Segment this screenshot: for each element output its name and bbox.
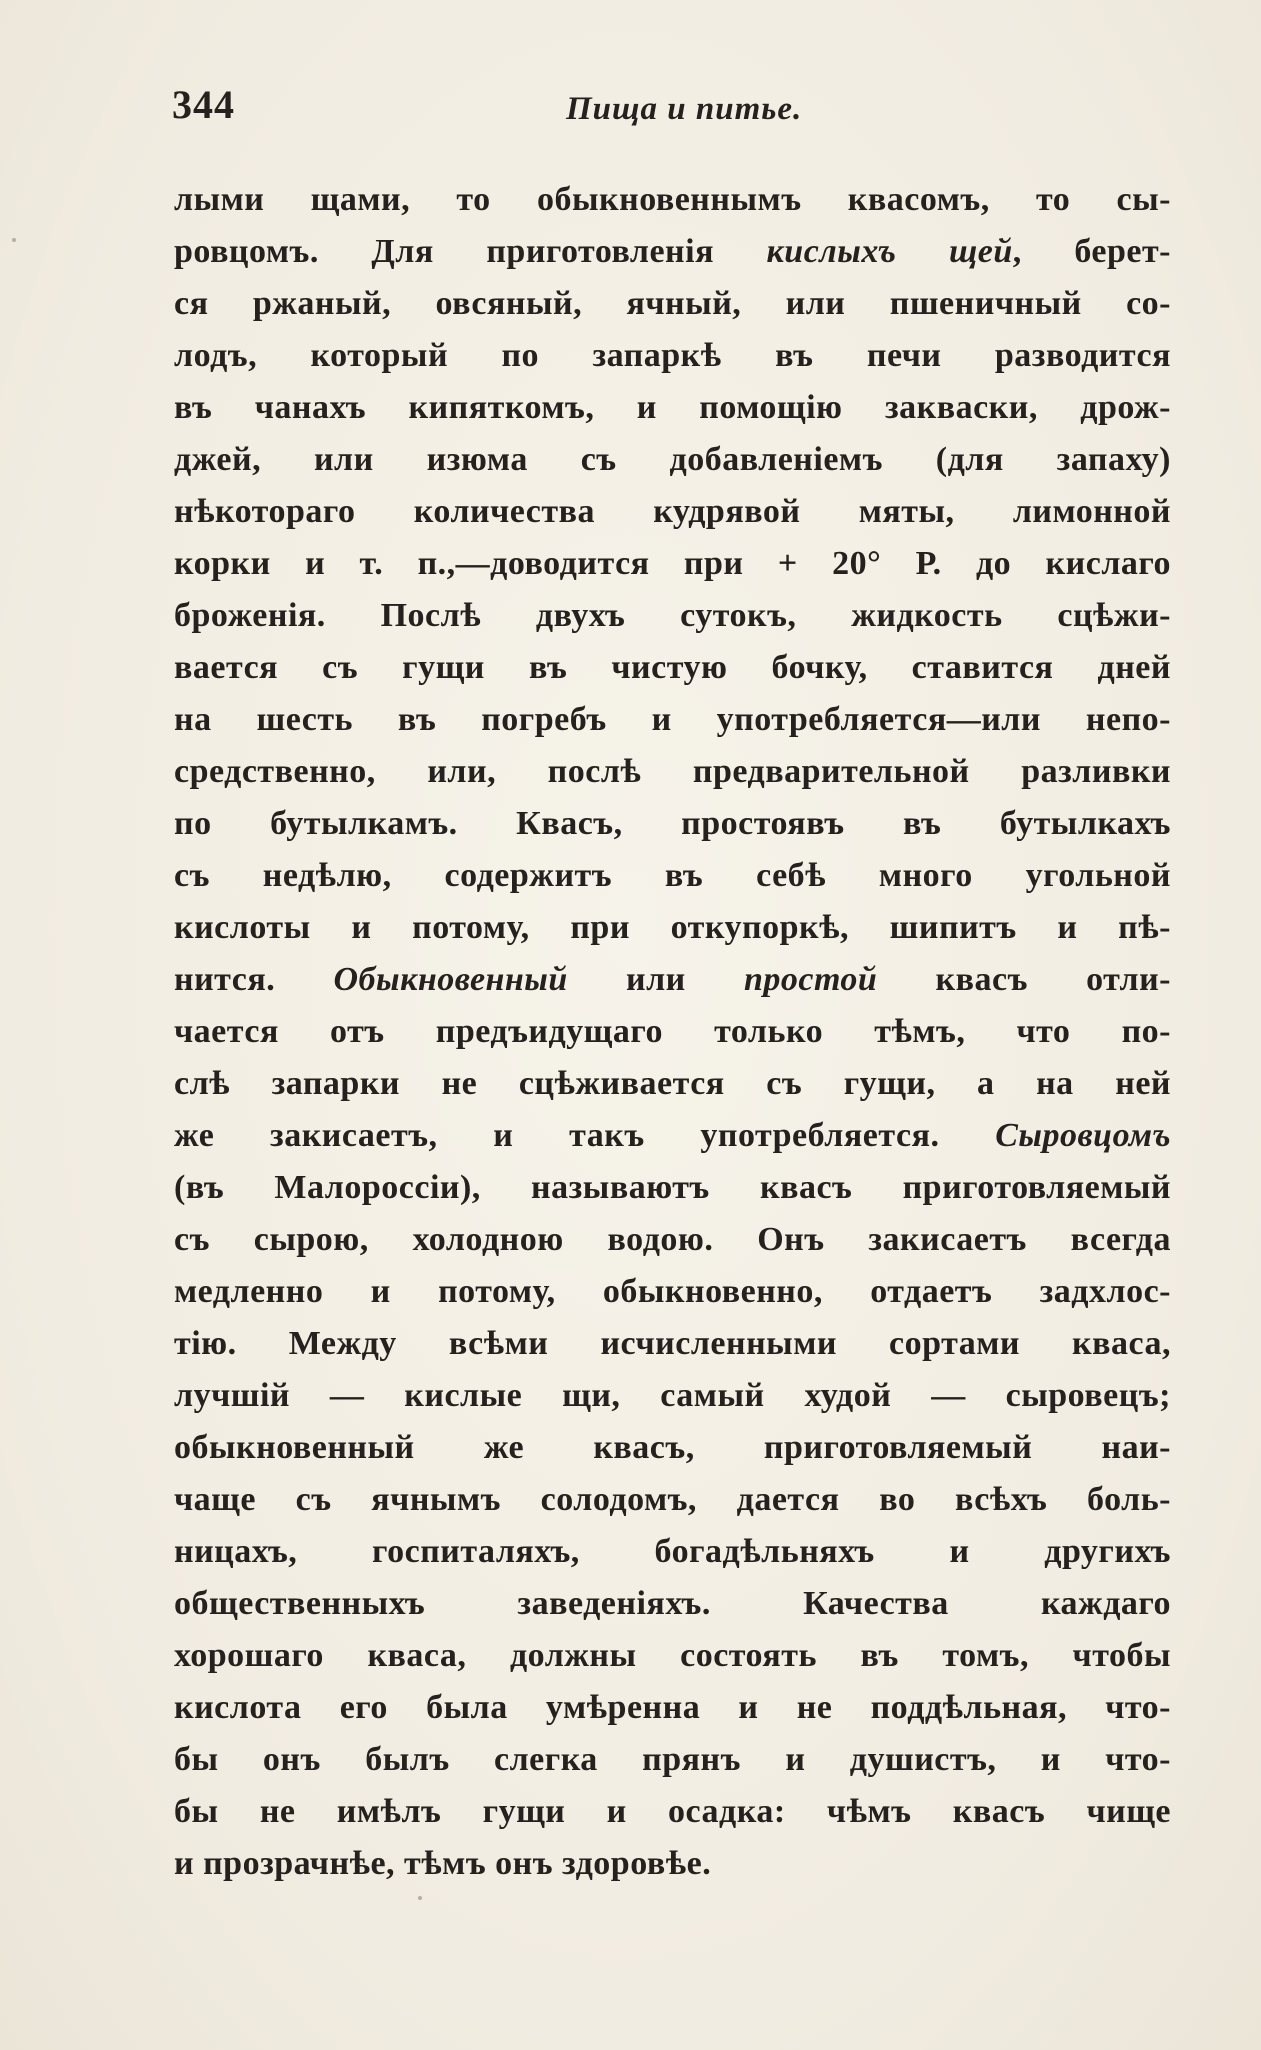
- text-segment: медленно и потому, обыкновенно, отдаетъ задхлос-: [174, 1273, 1171, 1310]
- text-line: [174, 434, 1171, 486]
- text-line: [174, 1214, 1171, 1266]
- text-segment: (въ Малороссіи), называютъ квасъ приготовляемый: [174, 1169, 1171, 1206]
- text-segment: обыкновенный же квасъ, приготовляемый наи-: [174, 1429, 1171, 1466]
- text-line: [174, 1630, 1171, 1682]
- text-segment: нится.: [174, 961, 334, 998]
- text-line: [174, 850, 1171, 902]
- text-segment: и прозрачнѣе, тѣмъ онъ здоровѣе.: [174, 1845, 712, 1882]
- text-line: [174, 382, 1171, 434]
- italic-text-segment: Обыкновенный: [333, 961, 568, 998]
- text-line: [174, 1162, 1171, 1214]
- text-segment: лодъ, который по запаркѣ въ печи разводится: [174, 337, 1171, 374]
- text-segment: же закисаетъ, и такъ употребляется.: [174, 1117, 996, 1154]
- text-segment: броженія. Послѣ двухъ сутокъ, жидкость сцѣжи-: [174, 597, 1171, 634]
- text-segment: въ чанахъ кипяткомъ, и помощію закваски, дрож-: [174, 389, 1171, 426]
- text-segment: квасъ отли-: [877, 961, 1171, 998]
- text-line: [174, 486, 1171, 538]
- text-segment: хорошаго кваса, должны состоять въ томъ, чтобы: [174, 1637, 1171, 1674]
- text-segment: ровцомъ. Для приготовленія: [174, 233, 767, 270]
- text-line: [174, 1838, 1171, 1890]
- text-segment: чается отъ предъидущаго только тѣмъ, что по-: [174, 1013, 1171, 1050]
- text-segment: джей, или изюма съ добавленіемъ (для запаху): [174, 441, 1171, 478]
- running-head: Пища и питье.: [566, 91, 803, 127]
- text-segment: ся ржаный, овсяный, ячный, или пшеничный со-: [174, 285, 1171, 322]
- text-segment: кислоты и потому, при откупоркѣ, шипитъ и пѣ-: [174, 909, 1171, 946]
- text-segment: нѣкотораго количества кудрявой мяты, лимонной: [174, 493, 1171, 530]
- text-line: [174, 694, 1171, 746]
- text-line: [174, 226, 1171, 278]
- scan-speck: [418, 1896, 422, 1900]
- text-line: [174, 1110, 1171, 1162]
- text-segment: вается съ гущи въ чистую бочку, ставится дней: [174, 649, 1171, 686]
- body-text: [174, 174, 1171, 1890]
- text-segment: чаще съ ячнымъ солодомъ, дается во всѣхъ боль-: [174, 1481, 1171, 1518]
- text-segment: бы не имѣлъ гущи и осадка: чѣмъ квасъ чище: [174, 1793, 1171, 1830]
- text-segment: съ недѣлю, содержитъ въ себѣ много угольной: [174, 857, 1171, 894]
- text-segment: на шесть въ погребъ и употребляется—или непо-: [174, 701, 1171, 738]
- text-segment: тію. Между всѣми исчисленными сортами кваса,: [174, 1325, 1171, 1362]
- text-line: [174, 538, 1171, 590]
- text-segment: по бутылкамъ. Квасъ, простоявъ въ бутылкахъ: [174, 805, 1171, 842]
- text-segment: ницахъ, госпиталяхъ, богадѣльняхъ и другихъ: [174, 1533, 1171, 1570]
- text-line: [174, 798, 1171, 850]
- text-line: [174, 1526, 1171, 1578]
- text-line: [174, 1786, 1171, 1838]
- text-segment: кислота его была умѣренна и не поддѣльная, что-: [174, 1689, 1171, 1726]
- text-line: [174, 1266, 1171, 1318]
- text-line: [174, 902, 1171, 954]
- italic-text-segment: Сыровцомъ: [995, 1117, 1171, 1154]
- text-line: [174, 1682, 1171, 1734]
- text-segment: лыми щами, то обыкновеннымъ квасомъ, то сы-: [174, 181, 1171, 218]
- text-segment: бы онъ былъ слегка прянъ и душистъ, и что-: [174, 1741, 1171, 1778]
- scan-speck: [12, 238, 16, 242]
- italic-text-segment: кислыхъ щей: [766, 233, 1013, 270]
- text-line: [174, 642, 1171, 694]
- page-number: 344: [172, 82, 235, 127]
- text-segment: , берет-: [1012, 233, 1171, 270]
- text-segment: общественныхъ заведеніяхъ. Качества каждаго: [174, 1585, 1171, 1622]
- text-segment: средственно, или, послѣ предварительной разливки: [174, 753, 1171, 790]
- text-line: [174, 1578, 1171, 1630]
- text-line: [174, 330, 1171, 382]
- text-line: [174, 1318, 1171, 1370]
- text-segment: съ сырою, холодною водою. Онъ закисаетъ всегда: [174, 1221, 1171, 1258]
- text-line: [174, 746, 1171, 798]
- text-line: [174, 174, 1171, 226]
- text-segment: слѣ запарки не сцѣживается съ гущи, а на ней: [174, 1065, 1171, 1102]
- text-segment: или: [567, 961, 744, 998]
- text-segment: корки и т. п.,—доводится при + 20° Р. до кислаго: [174, 545, 1171, 582]
- text-line: [174, 1058, 1171, 1110]
- text-line: [174, 1474, 1171, 1526]
- text-line: [174, 1734, 1171, 1786]
- text-line: [174, 278, 1171, 330]
- text-line: [174, 1370, 1171, 1422]
- text-segment: лучшій — кислые щи, самый худой — сыровецъ;: [174, 1377, 1171, 1414]
- text-line: [174, 590, 1171, 642]
- text-line: [174, 1006, 1171, 1058]
- text-line: [174, 954, 1171, 1006]
- italic-text-segment: простой: [743, 961, 878, 998]
- text-line: [174, 1422, 1171, 1474]
